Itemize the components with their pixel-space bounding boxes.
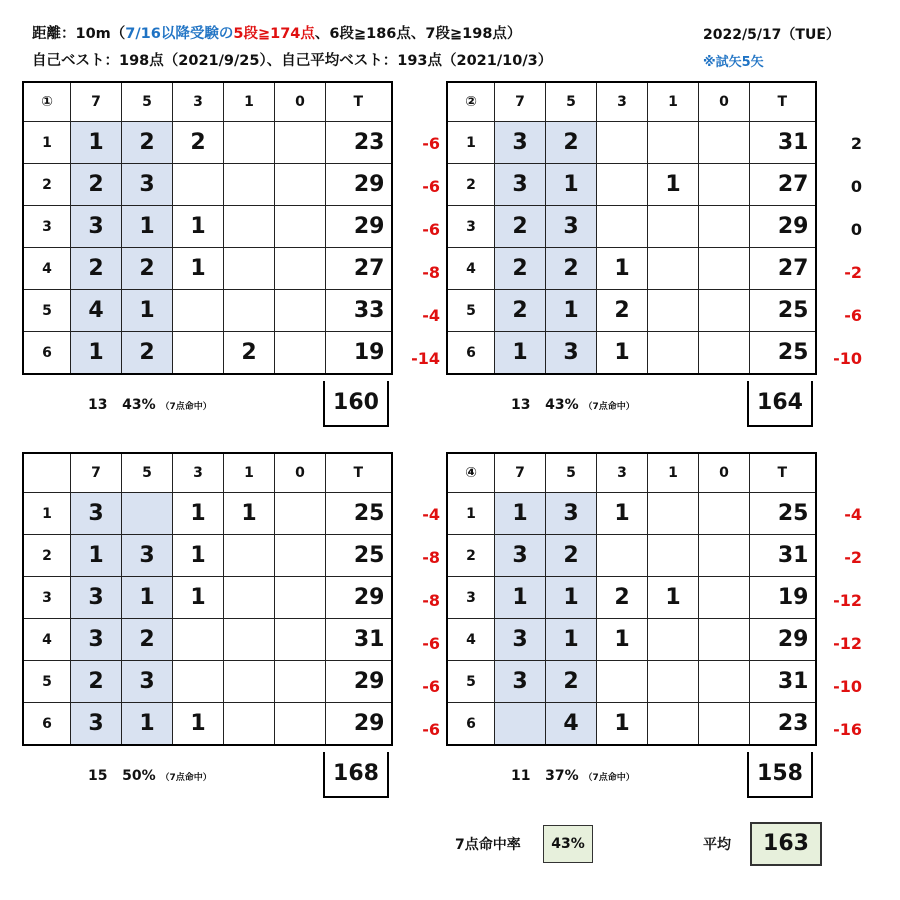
diff-value: -6: [422, 177, 440, 196]
count-7: 3: [71, 703, 122, 746]
count-0: [699, 703, 750, 746]
end-total: 31: [750, 661, 816, 703]
count-1: 2: [224, 332, 275, 375]
hit-count: 13: [511, 397, 531, 413]
table-row: [447, 703, 816, 746]
end-total: 25: [326, 493, 392, 535]
table-row: [23, 206, 392, 248]
count-7: 3: [495, 164, 546, 206]
col-3: 3: [597, 82, 648, 122]
trial-arrows-note: ※試矢5矢: [703, 55, 764, 70]
count-5: 1: [122, 290, 173, 332]
col-7: 7: [71, 82, 122, 122]
count-3: 1: [173, 535, 224, 577]
end-number: 6: [23, 703, 71, 746]
table-row: [447, 248, 816, 290]
table-row: [23, 290, 392, 332]
score-table-2: [446, 81, 817, 375]
end-total: 23: [326, 122, 392, 164]
count-5: 1: [546, 290, 597, 332]
count-1: [224, 122, 275, 164]
count-1: [648, 535, 699, 577]
count-3: [597, 122, 648, 164]
end-number: 6: [447, 703, 495, 746]
end-total: 29: [750, 619, 816, 661]
count-7: [495, 703, 546, 746]
col-5: 5: [122, 82, 173, 122]
end-total: 19: [750, 577, 816, 619]
count-7: 1: [71, 122, 122, 164]
round-total: 160: [323, 381, 389, 427]
round-marker: ④: [447, 453, 495, 493]
end-total: 19: [326, 332, 392, 375]
diff-value: -6: [422, 134, 440, 153]
col-7: 7: [495, 453, 546, 493]
col-1: 1: [224, 453, 275, 493]
col-3: 3: [173, 453, 224, 493]
count-3: [173, 332, 224, 375]
hit-rate-note: （7点命中）: [160, 773, 212, 783]
end-number: 5: [23, 661, 71, 703]
average-value: 163: [750, 822, 822, 866]
count-7: 2: [71, 248, 122, 290]
count-0: [275, 122, 326, 164]
table-row: [23, 619, 392, 661]
hit-count: 13: [88, 397, 108, 413]
count-3: [173, 290, 224, 332]
count-0: [699, 122, 750, 164]
count-1: [224, 703, 275, 746]
col-7: 7: [495, 82, 546, 122]
count-5: 2: [546, 535, 597, 577]
date-label: 2022/5/17（TUE）: [703, 27, 840, 43]
count-7: 3: [495, 535, 546, 577]
diff-value: -6: [422, 720, 440, 739]
count-1: 1: [648, 577, 699, 619]
count-1: [648, 493, 699, 535]
table-header-row: [23, 453, 392, 493]
diff-value: 0: [850, 177, 862, 196]
count-1: [224, 661, 275, 703]
count-3: 1: [173, 248, 224, 290]
col-3: 3: [597, 453, 648, 493]
count-0: [699, 248, 750, 290]
count-5: 1: [122, 206, 173, 248]
count-5: [122, 493, 173, 535]
count-0: [699, 661, 750, 703]
end-number: 1: [447, 122, 495, 164]
diff-value: -8: [422, 591, 440, 610]
end-number: 3: [23, 206, 71, 248]
count-3: 1: [597, 248, 648, 290]
count-0: [275, 248, 326, 290]
count-3: [173, 619, 224, 661]
round-marker: [23, 453, 71, 493]
diff-value: 0: [850, 220, 862, 239]
end-number: 4: [447, 248, 495, 290]
count-0: [275, 661, 326, 703]
count-7: 3: [71, 493, 122, 535]
end-number: 6: [447, 332, 495, 375]
count-0: [275, 619, 326, 661]
count-1: [648, 122, 699, 164]
count-1: [648, 661, 699, 703]
score-table-4: [446, 452, 817, 746]
count-3: [597, 535, 648, 577]
table-row: [23, 493, 392, 535]
count-3: 1: [597, 332, 648, 375]
count-3: [597, 164, 648, 206]
count-0: [275, 493, 326, 535]
count-5: 3: [122, 661, 173, 703]
table-row: [447, 619, 816, 661]
score-table-1: [22, 81, 393, 375]
count-3: 1: [173, 206, 224, 248]
count-1: [648, 248, 699, 290]
diff-value: -10: [833, 677, 862, 696]
count-0: [275, 332, 326, 375]
count-0: [275, 206, 326, 248]
hit-rate-note: （7点命中）: [160, 402, 212, 412]
count-7: 3: [71, 619, 122, 661]
count-3: 1: [597, 703, 648, 746]
count-7: 2: [71, 164, 122, 206]
count-5: 2: [122, 619, 173, 661]
average-label: 平均: [703, 837, 731, 853]
count-3: 2: [173, 122, 224, 164]
table-row: [447, 535, 816, 577]
table-row: [23, 164, 392, 206]
col-total: T: [750, 453, 816, 493]
count-3: 2: [597, 577, 648, 619]
end-number: 4: [23, 619, 71, 661]
count-3: [173, 661, 224, 703]
hit-summary: [511, 397, 635, 413]
count-0: [699, 619, 750, 661]
count-0: [699, 332, 750, 375]
count-1: [648, 703, 699, 746]
count-5: 3: [122, 164, 173, 206]
hit-summary: [88, 768, 212, 784]
count-0: [699, 577, 750, 619]
diff-value: -2: [844, 548, 862, 567]
table-row: [23, 248, 392, 290]
count-5: 4: [546, 703, 597, 746]
table-row: [23, 661, 392, 703]
col-0: 0: [275, 453, 326, 493]
col-1: 1: [648, 82, 699, 122]
col-5: 5: [546, 453, 597, 493]
count-7: 2: [495, 248, 546, 290]
end-number: 2: [23, 535, 71, 577]
count-0: [699, 535, 750, 577]
col-0: 0: [699, 453, 750, 493]
count-7: 4: [71, 290, 122, 332]
end-total: 29: [326, 206, 392, 248]
count-1: [648, 290, 699, 332]
count-1: [224, 535, 275, 577]
hit-summary: [88, 397, 212, 413]
end-total: 27: [750, 164, 816, 206]
count-5: 3: [546, 332, 597, 375]
count-7: 1: [495, 332, 546, 375]
count-5: 2: [546, 122, 597, 164]
count-3: [597, 206, 648, 248]
col-5: 5: [546, 82, 597, 122]
count-1: [648, 332, 699, 375]
end-total: 27: [326, 248, 392, 290]
count-5: 1: [122, 577, 173, 619]
diff-value: 2: [850, 134, 862, 153]
count-0: [275, 290, 326, 332]
col-1: 1: [224, 82, 275, 122]
end-number: 4: [23, 248, 71, 290]
end-number: 1: [23, 493, 71, 535]
round-marker: ①: [23, 82, 71, 122]
diff-value: -8: [422, 263, 440, 282]
table-header-row: [447, 453, 816, 493]
count-5: 2: [122, 122, 173, 164]
count-1: 1: [224, 493, 275, 535]
diff-value: -4: [422, 505, 440, 524]
round-total: 158: [747, 752, 813, 798]
hit-rate: 50%: [122, 768, 156, 784]
count-0: [699, 164, 750, 206]
count-3: 1: [173, 703, 224, 746]
end-total: 23: [750, 703, 816, 746]
count-5: 3: [546, 206, 597, 248]
round-total: 168: [323, 752, 389, 798]
count-3: 1: [173, 577, 224, 619]
diff-value: -6: [422, 220, 440, 239]
hit-count: 11: [511, 768, 531, 784]
end-number: 3: [23, 577, 71, 619]
count-0: [275, 164, 326, 206]
hit-summary: [511, 768, 635, 784]
count-7: 2: [495, 290, 546, 332]
diff-value: -8: [422, 548, 440, 567]
count-0: [275, 703, 326, 746]
count-7: 2: [71, 661, 122, 703]
hit-rate-note: （7点命中）: [583, 773, 635, 783]
end-number: 2: [23, 164, 71, 206]
end-number: 4: [447, 619, 495, 661]
end-number: 6: [23, 332, 71, 375]
count-7: 1: [495, 577, 546, 619]
count-1: [224, 577, 275, 619]
end-number: 3: [447, 206, 495, 248]
count-3: [173, 164, 224, 206]
count-3: 1: [597, 493, 648, 535]
col-3: 3: [173, 82, 224, 122]
col-1: 1: [648, 453, 699, 493]
count-5: 3: [122, 535, 173, 577]
score-table-3: [22, 452, 393, 746]
end-total: 29: [750, 206, 816, 248]
count-1: [648, 206, 699, 248]
count-3: 2: [597, 290, 648, 332]
table-row: [23, 332, 392, 375]
count-5: 1: [546, 619, 597, 661]
header-line-1: [32, 22, 521, 43]
count-7: 1: [71, 535, 122, 577]
dan-thresholds: 、6段≧186点、7段≧198点）: [314, 26, 522, 42]
count-5: 1: [546, 577, 597, 619]
col-0: 0: [275, 82, 326, 122]
overall-rate-value: 43%: [543, 825, 593, 863]
diff-value: -4: [844, 505, 862, 524]
end-total: 31: [326, 619, 392, 661]
table-row: [447, 290, 816, 332]
end-number: 5: [447, 290, 495, 332]
count-7: 3: [71, 206, 122, 248]
end-number: 2: [447, 164, 495, 206]
end-number: 2: [447, 535, 495, 577]
count-7: 2: [495, 206, 546, 248]
count-5: 1: [546, 164, 597, 206]
table-row: [23, 535, 392, 577]
diff-value: -12: [833, 591, 862, 610]
end-number: 1: [447, 493, 495, 535]
end-total: 29: [326, 164, 392, 206]
end-total: 31: [750, 122, 816, 164]
count-0: [275, 577, 326, 619]
hit-count: 15: [88, 768, 108, 784]
diff-value: -2: [844, 263, 862, 282]
count-1: [224, 248, 275, 290]
end-total: 29: [326, 703, 392, 746]
exam-note: 7/16以降受験の: [125, 26, 234, 42]
end-total: 31: [750, 535, 816, 577]
count-5: 2: [122, 332, 173, 375]
hit-rate: 43%: [122, 397, 156, 413]
count-7: 3: [495, 619, 546, 661]
overall-rate-label: 7点命中率: [455, 837, 521, 853]
diff-value: -4: [422, 306, 440, 325]
diff-value: -12: [833, 634, 862, 653]
end-total: 29: [326, 661, 392, 703]
count-1: [224, 619, 275, 661]
count-1: [224, 290, 275, 332]
table-row: [447, 493, 816, 535]
table-header-row: [447, 82, 816, 122]
count-3: 1: [173, 493, 224, 535]
col-total: T: [326, 453, 392, 493]
end-number: 3: [447, 577, 495, 619]
personal-best-line: 自己ベスト：198点（2021/9/25）、自己平均ベスト：193点（2021/10/3）: [32, 53, 553, 69]
table-row: [447, 122, 816, 164]
diff-value: -6: [422, 677, 440, 696]
end-total: 25: [750, 493, 816, 535]
count-7: 3: [495, 661, 546, 703]
count-1: 1: [648, 164, 699, 206]
table-row: [447, 164, 816, 206]
count-0: [699, 493, 750, 535]
col-total: T: [750, 82, 816, 122]
col-0: 0: [699, 82, 750, 122]
count-5: 1: [122, 703, 173, 746]
col-total: T: [326, 82, 392, 122]
end-total: 25: [750, 290, 816, 332]
count-1: [648, 619, 699, 661]
count-5: 2: [546, 661, 597, 703]
diff-value: -6: [844, 306, 862, 325]
end-number: 1: [23, 122, 71, 164]
diff-value: -6: [422, 634, 440, 653]
table-row: [23, 577, 392, 619]
count-7: 1: [495, 493, 546, 535]
table-row: [23, 703, 392, 746]
hit-rate: 43%: [545, 397, 579, 413]
count-3: 1: [597, 619, 648, 661]
count-7: 3: [495, 122, 546, 164]
end-total: 33: [326, 290, 392, 332]
end-total: 29: [326, 577, 392, 619]
count-5: 2: [546, 248, 597, 290]
count-0: [275, 535, 326, 577]
hit-rate: 37%: [545, 768, 579, 784]
count-3: [597, 661, 648, 703]
table-row: [447, 577, 816, 619]
count-7: 3: [71, 577, 122, 619]
diff-value: -10: [833, 349, 862, 368]
distance-label: 距離：10m（: [32, 26, 126, 42]
table-row: [23, 122, 392, 164]
diff-value: -14: [411, 349, 440, 368]
end-total: 25: [750, 332, 816, 375]
diff-value: -16: [833, 720, 862, 739]
count-1: [224, 206, 275, 248]
end-number: 5: [447, 661, 495, 703]
count-0: [699, 206, 750, 248]
table-row: [447, 661, 816, 703]
table-row: [447, 332, 816, 375]
count-5: 2: [122, 248, 173, 290]
end-total: 25: [326, 535, 392, 577]
table-row: [447, 206, 816, 248]
dan5-threshold: 5段≧174点: [233, 26, 315, 42]
count-5: 3: [546, 493, 597, 535]
col-5: 5: [122, 453, 173, 493]
count-7: 1: [71, 332, 122, 375]
end-number: 5: [23, 290, 71, 332]
hit-rate-note: （7点命中）: [583, 402, 635, 412]
count-1: [224, 164, 275, 206]
round-marker: ②: [447, 82, 495, 122]
round-total: 164: [747, 381, 813, 427]
count-0: [699, 290, 750, 332]
end-total: 27: [750, 248, 816, 290]
table-header-row: [23, 82, 392, 122]
col-7: 7: [71, 453, 122, 493]
